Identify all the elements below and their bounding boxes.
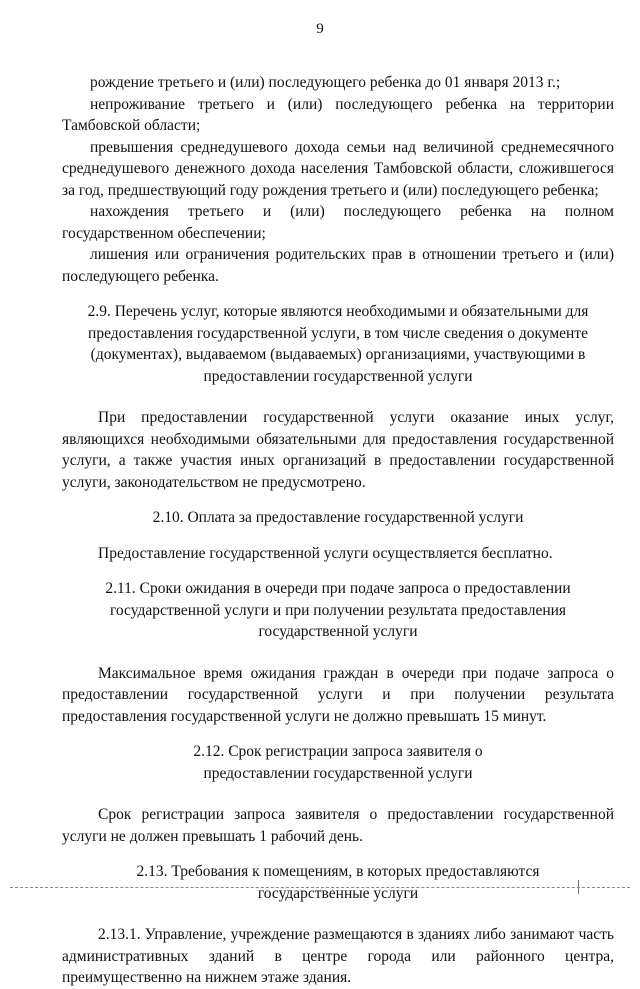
section-heading-2-13: 2.13. Требования к помещениям, в которых предоставляются государственные услуги bbox=[136, 863, 540, 902]
intro-paragraph-4: нахождения третьего и (или) последующего ребенка на полном государственном обеспечении; bbox=[62, 203, 614, 242]
footer-divider bbox=[10, 887, 630, 888]
document-body bbox=[62, 72, 614, 989]
section-text-2-9: При предоставлении государственной услуги оказание иных услуг, являющихся необходимыми обязательными для предоставления государственной услуги, а также участия иных организаций в предоставлении государственной услуги, законодательством не предусмотрено. bbox=[62, 409, 614, 491]
intro-paragraph-2: непроживание третьего и (или) последующего ребенка на территории Тамбовской области; bbox=[62, 95, 614, 134]
intro-paragraph-3: превышения среднедушевого дохода семьи над величиной среднемесячного среднедушевого денежного дохода населения Тамбовской области, сложившегося за год, предшествующий году рождения третьего и (или) последующего ребенка; bbox=[62, 138, 614, 199]
footer-tick-mark bbox=[578, 880, 579, 894]
section-text-2-13: 2.13.1. Управление, учреждение размещаются в зданиях либо занимают часть административных зданий в центре города или районного центра, преимущественно на нижнем этаже здания. bbox=[62, 926, 614, 986]
intro-paragraph-1: рождение третьего и (или) последующего ребенка до 01 января 2013 г.; bbox=[90, 74, 561, 91]
intro-paragraph-5: лишения или ограничения родительских прав в отношении третьего и (или) последующего ребенка. bbox=[62, 246, 614, 285]
section-heading-2-12: 2.12. Срок регистрации запроса заявителя о предоставлении государственной услуги bbox=[193, 743, 483, 782]
section-heading-2-9: 2.9. Перечень услуг, которые являются необходимыми и обязательными для предоставления государственной услуги, в том числе сведения о документе (документах), выдаваемом (выдаваемых) организациями, участвующими в предоставлении государственной услуги bbox=[87, 303, 589, 385]
section-text-2-11: Максимальное время ожидания граждан в очереди при подаче запроса о предоставлении государственной услуги и при получении результата предоставления государственной услуги не должно превышать 15 минут. bbox=[62, 664, 614, 725]
page-number: 9 bbox=[316, 21, 324, 37]
section-text-2-10: Предоставление государственной услуги осуществляется бесплатно. bbox=[98, 544, 553, 562]
section-heading-2-10: 2.10. Оплата за предоставление государственной услуги bbox=[152, 509, 524, 526]
section-text-2-12: Срок регистрации запроса заявителя о предоставлении государственной услуги не должен превышать 1 рабочий день. bbox=[62, 806, 614, 845]
section-heading-2-11: 2.11. Сроки ожидания в очереди при подаче запроса о предоставлении государственной услуги и при получении результата предоставления государственной услуги bbox=[105, 580, 571, 640]
